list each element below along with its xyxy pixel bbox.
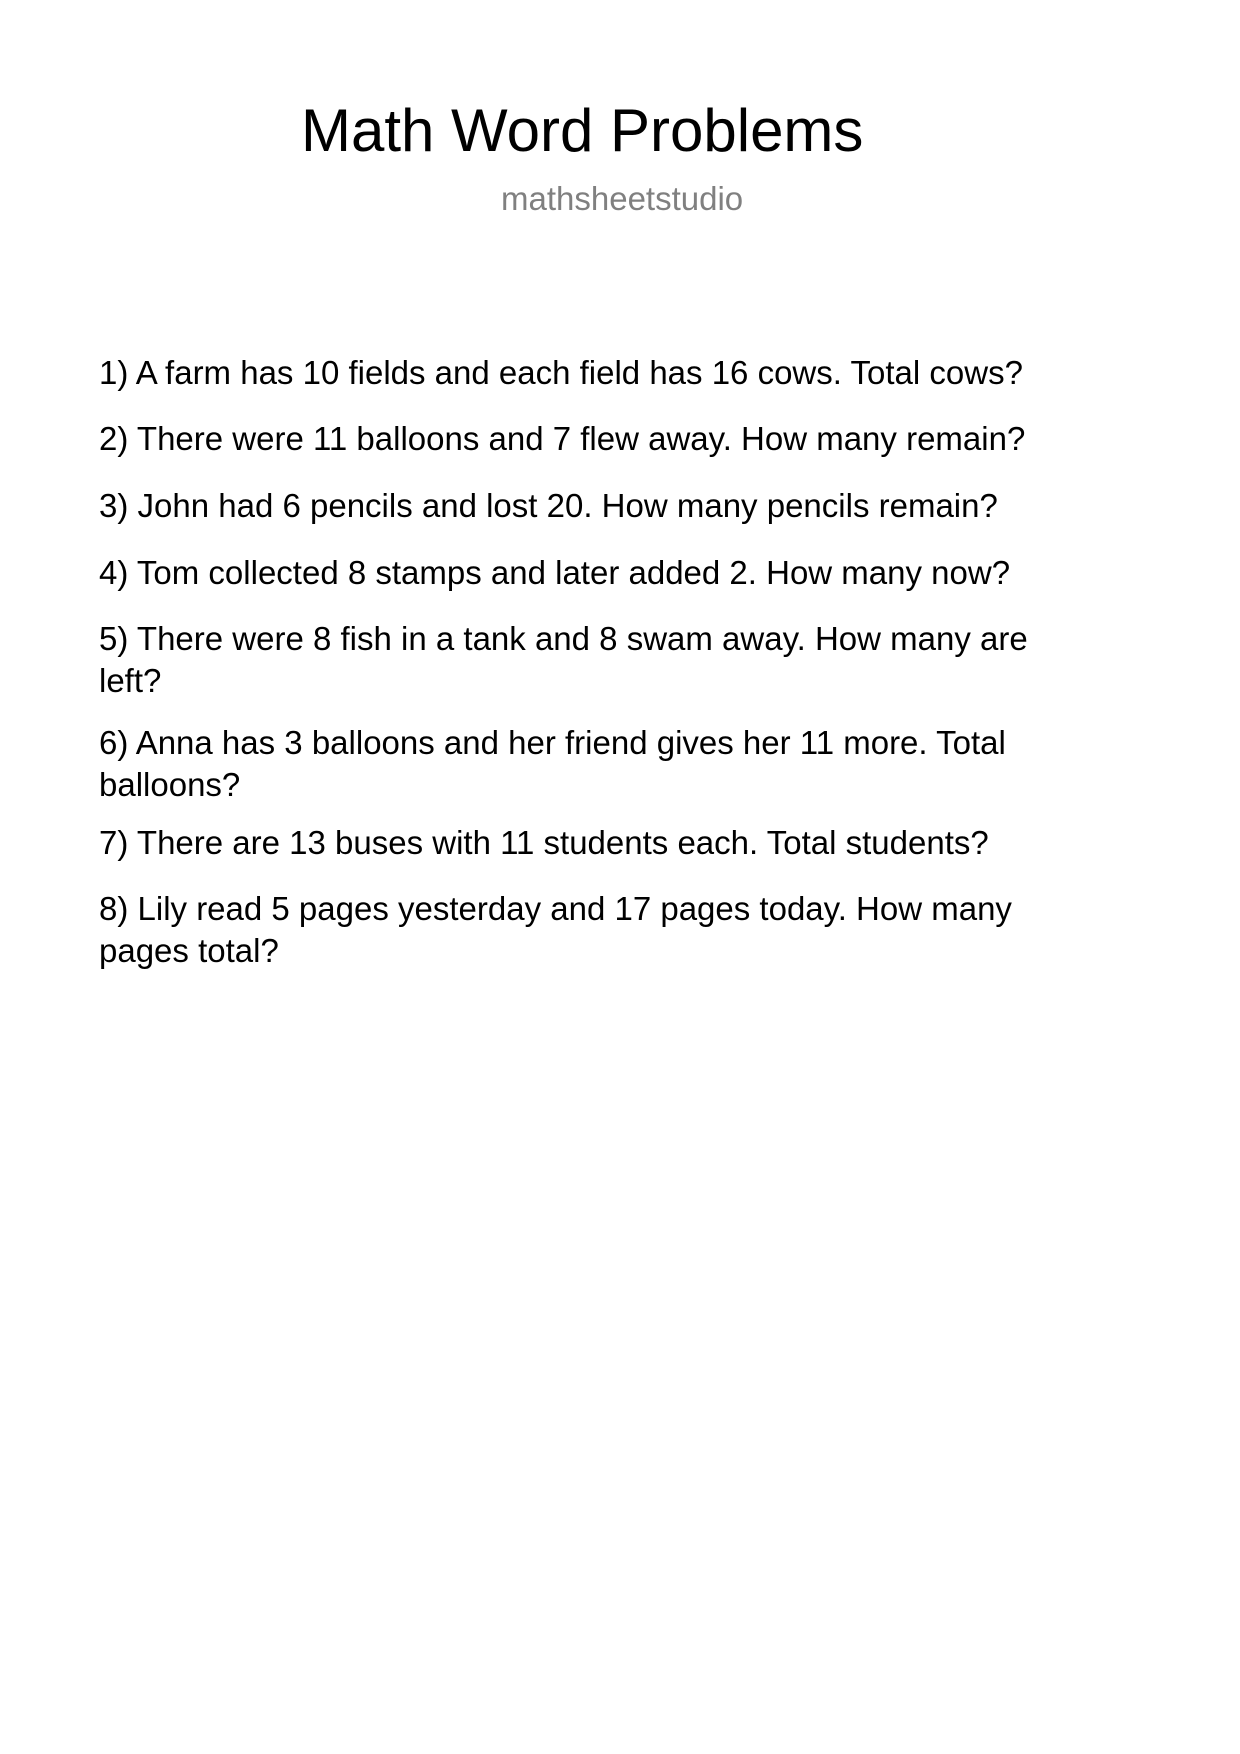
problem-text: 8) Lily read 5 pages yesterday and 17 pages today. How many [99, 890, 1012, 927]
problem-item-2 [99, 418, 1025, 460]
problem-text: 1) A farm has 10 fields and each field has 16 cows. Total cows? [99, 354, 1023, 391]
problem-text: 4) Tom collected 8 stamps and later added 2. How many now? [99, 554, 1011, 591]
problem-text: 6) Anna has 3 balloons and her friend gives her 11 more. Total [99, 724, 1006, 761]
page-title: Math Word Problems [301, 97, 864, 164]
problem-item-4 [99, 552, 1010, 594]
problem-item-7 [99, 822, 989, 864]
problem-item-6 [99, 722, 1006, 806]
problem-item-5 [99, 618, 1028, 702]
problem-text: 7) There are 13 buses with 11 students each. Total students? [99, 824, 989, 861]
page-subtitle: mathsheetstudio [501, 180, 744, 217]
problem-text: 5) There were 8 fish in a tank and 8 swam away. How many are [99, 620, 1028, 657]
problem-text: 2) There were 11 balloons and 7 flew away. How many remain? [99, 420, 1026, 457]
problem-item-3 [99, 485, 998, 527]
problem-item-1 [99, 352, 1023, 394]
problem-item-8 [99, 888, 1012, 972]
problem-text: 3) John had 6 pencils and lost 20. How many pencils remain? [99, 487, 998, 524]
problem-text-continued: left? [99, 662, 162, 699]
problem-text-continued: pages total? [99, 932, 279, 969]
problem-text-continued: balloons? [99, 766, 241, 803]
